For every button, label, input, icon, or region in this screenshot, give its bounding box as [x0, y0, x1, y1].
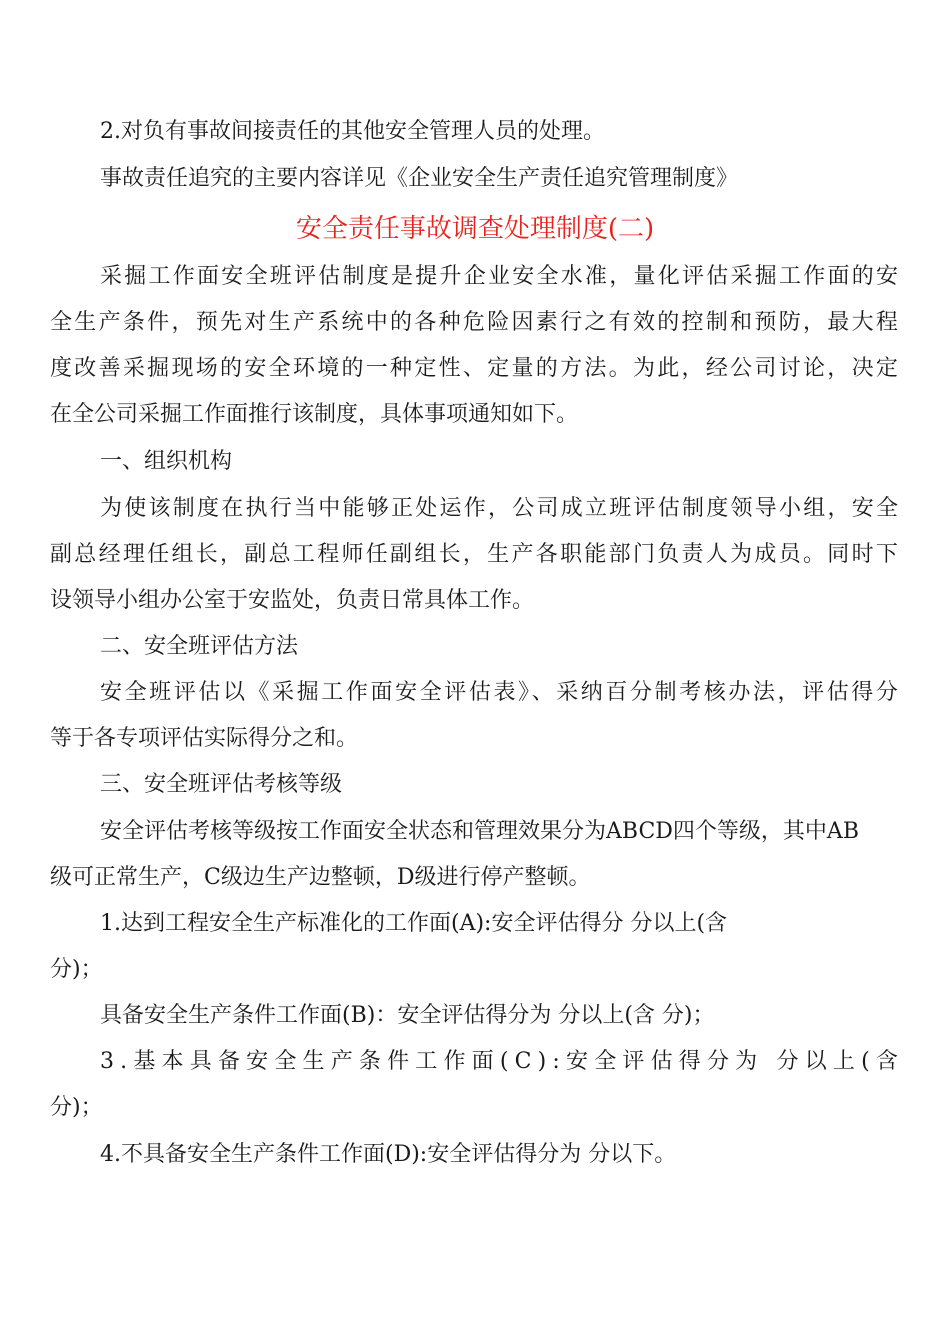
section-3-heading: 三、安全班评估考核等级 [100, 772, 343, 797]
section-2-line-2: 等于各专项评估实际得分之和。 [50, 726, 359, 751]
section-2-line-1: 安全班评估以《采掘工作面安全评估表》、采纳百分制考核办法，评估得分 [100, 680, 901, 705]
intro-line-2: 全生产条件，预先对生产系统中的各种危险因素行之有效的控制和预防，最大程 [50, 310, 901, 335]
section-2-heading: 二、安全班评估方法 [100, 634, 299, 659]
section-1-line-1: 为使该制度在执行当中能够正处运作，公司成立班评估制度领导小组，安全 [100, 496, 901, 521]
grade-c-line-2: 分)； [50, 1095, 103, 1120]
prev-item-2: 2.对负有事故间接责任的其他安全管理人员的处理。 [100, 119, 605, 144]
grade-a-line-1: 1.达到工程安全生产标准化的工作面(A):安全评估得分 分以上(含 [100, 911, 728, 936]
intro-line-3: 度改善采掘现场的安全环境的一种定性、定量的方法。为此，经公司讨论，决定 [50, 356, 901, 381]
grade-c-line-1: 3.基本具备安全生产条件工作面(C):安全评估得分为 分以上(含 [100, 1049, 905, 1074]
grade-a-line-2: 分)； [50, 957, 103, 982]
section-1-heading: 一、组织机构 [100, 449, 233, 474]
prev-reference-note: 事故责任追究的主要内容详见《企业安全生产责任追究管理制度》 [100, 166, 739, 191]
intro-line-1: 采掘工作面安全班评估制度是提升企业安全水准，量化评估采掘工作面的安 [100, 264, 901, 289]
document-title: 安全责任事故调查处理制度(二) [295, 214, 655, 244]
intro-line-4: 在全公司采掘工作面推行该制度，具体事项通知如下。 [50, 402, 579, 427]
section-1-line-3: 设领导小组办公室于安监处，负责日常具体工作。 [50, 588, 535, 613]
section-3-line-1: 安全评估考核等级按工作面安全状态和管理效果分为ABCD四个等级，其中AB [100, 819, 859, 844]
grade-b-line: 具备安全生产条件工作面(B)：安全评估得分为 分以上(含 分)； [100, 1003, 715, 1028]
grade-d-line: 4.不具备安全生产条件工作面(D):安全评估得分为 分以下。 [100, 1142, 677, 1167]
section-3-line-2: 级可正常生产，C级边生产边整顿，D级进行停产整顿。 [50, 865, 591, 890]
section-1-line-2: 副总经理任组长，副总工程师任副组长，生产各职能部门负责人为成员。同时下 [50, 542, 901, 567]
